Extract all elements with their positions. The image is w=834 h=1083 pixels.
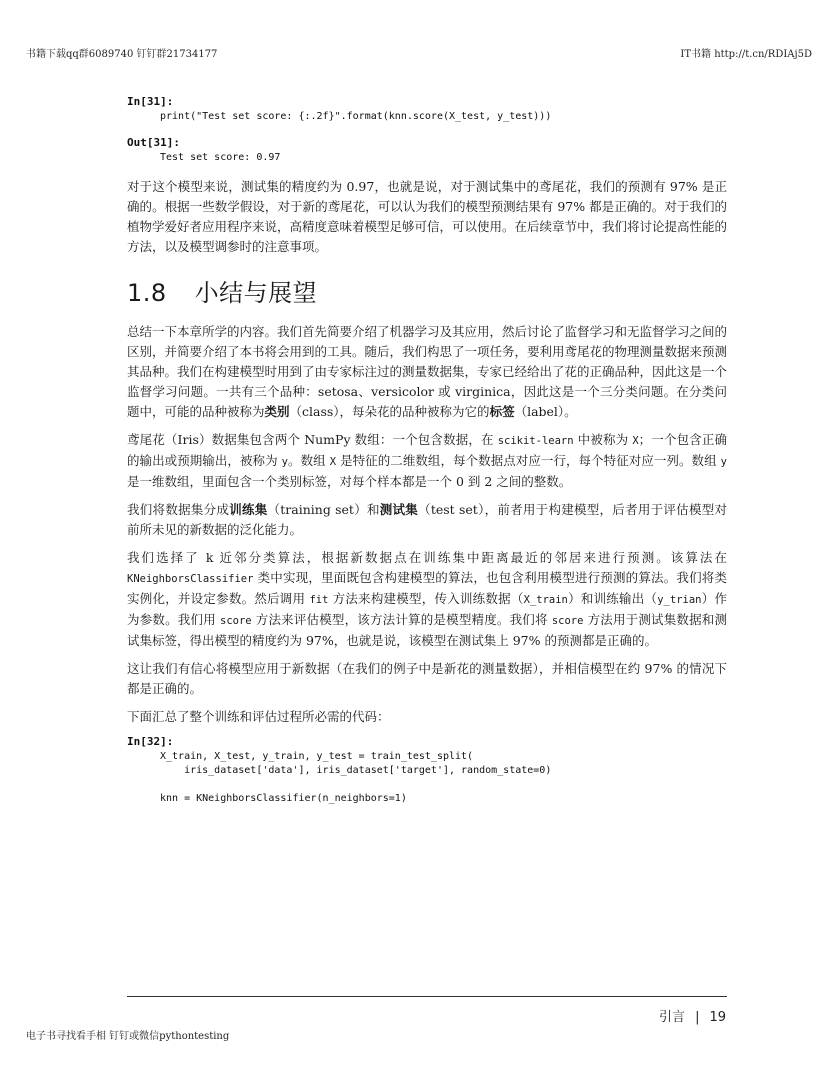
inline-code: scikit-learn (497, 435, 574, 447)
page-footer (659, 1006, 726, 1025)
footer-separator: | (695, 1010, 700, 1025)
code-line: X_train, X_test, y_train, y_test = train_test_split( (160, 751, 474, 762)
paragraph: 对于这个模型来说，测试集的精度约为 0.97，也就是说，对于测试集中的鸢尾花，我们的预测有 97% 是正确的。根据一些数学假设，对于新的鸢尾花，可以认为我们的模型预测结果有 97% 都是正确的。对于我们的植物学爱好者应用程序来说，高精度意味着模型足够可信，可以使用。在后续章节中，我们将讨论提高性能的方法，以及模型调参时的注意事项。 (127, 179, 728, 254)
section-heading (127, 273, 727, 308)
code-line: iris_dataset['data'], iris_dataset['target'], random_state=0) (160, 765, 552, 776)
inline-code: KNeighborsClassifier (127, 573, 254, 585)
section-title: 小结与展望 (194, 279, 318, 307)
term-bold: 测试集 (379, 502, 419, 517)
section-number: 1.8 (127, 279, 167, 307)
page-content (127, 95, 727, 806)
inline-code: X (329, 456, 337, 468)
code-line: knn = KNeighborsClassifier(n_neighbors=1) (160, 793, 407, 804)
term-bold: 标签 (489, 404, 515, 419)
watermark-bottom-left: 电子书寻找看手相 钉钉或微信pythontesting (26, 1031, 230, 1042)
page-number: 19 (709, 1010, 726, 1025)
code-cell-31 (127, 95, 727, 165)
out-prompt: Out[31]: (127, 136, 180, 149)
paragraph: 我们选择了 k 近邻分类算法，根据新数据点在训练集中距离最近的邻居来进行预测。该算法在 KNeighborsClassifier 类中实现，里面既包含构建模型的算法，也包含利用模型进行预测的算法。我们将类实例化，并设定参数。然后调用 fit 方法来构建模型，传入训练数据（X_train）和训练输出（y_trian）作为参数。我们用 score 方法来评估模型，该方法计算的是模型精度。我们将 score 方法用于测试集数据和测试集标签，得出模型的精度约为 97%，也就是说，该模型在测试集上 97% 的预测都是正确的。 (127, 550, 727, 648)
output-line: Test set score: 0.97 (160, 152, 281, 163)
code-cell-32 (127, 735, 727, 806)
paragraph: 下面汇总了整个训练和评估过程所必需的代码： (127, 709, 390, 724)
footer-section: 引言 (659, 1010, 686, 1025)
term-bold: 类别 (264, 404, 290, 419)
footer-divider (127, 996, 727, 997)
term-bold: 训练集 (229, 502, 268, 517)
code-line: print("Test set score: {:.2f}".format(knn.score(X_test, y_test))) (160, 111, 552, 122)
watermark-top-right: IT书籍 http://t.cn/RDIAj5D (680, 49, 812, 60)
inline-code: X (632, 435, 639, 447)
inline-code: y_trian (657, 594, 702, 606)
inline-code: fit (309, 594, 329, 606)
watermark-top-left: 书籍下载qq群6089740 钉钉群21734177 (26, 49, 218, 60)
inline-code: y (720, 456, 727, 468)
in-prompt: In[31]: (127, 95, 174, 108)
inline-code: y (281, 456, 288, 468)
paragraph: 总结一下本章所学的内容。我们首先简要介绍了机器学习及其应用，然后讨论了监督学习和无监督学习之间的区别，并简要介绍了本书将会用到的工具。随后，我们构思了一项任务，要利用鸢尾花的物理测量数据来预测其品种。我们在构建模型时用到了由专家标注过的测量数据集，专家已经给出了花的正确品种，因此这是一个监督学习问题。一共有三个品种：setosa、versicolor 或 virginica，因此这是一个三分类问题。在分类问题中，可能的品种被称为类别（class），每朵花的品种被称为它的标签（label）。 (127, 324, 728, 419)
paragraph: 这让我们有信心将模型应用于新数据（在我们的例子中是新花的测量数据），并相信模型在约 97% 的情况下都是正确的。 (127, 661, 727, 696)
paragraph: 我们将数据集分成训练集（training set）和测试集（test set），前者用于构建模型，后者用于评估模型对前所未见的新数据的泛化能力。 (127, 502, 727, 537)
inline-code: score (551, 615, 584, 627)
inline-code: score (220, 615, 252, 627)
inline-code: X_train (523, 594, 568, 606)
paragraph: 鸢尾花（Iris）数据集包含两个 NumPy 数组：一个包含数据，在 scikit-learn 中被称为 X；一个包含正确的输出或预期输出，被称为 y。数组 X 是特征的二维数组，每个数据点对应一行，每个特征对应一列。数组 y 是一维数组，里面包含一个类别标签，对每个样本都是一个 0 到 2 之间的整数。 (127, 432, 727, 489)
in-prompt: In[32]: (127, 735, 174, 748)
